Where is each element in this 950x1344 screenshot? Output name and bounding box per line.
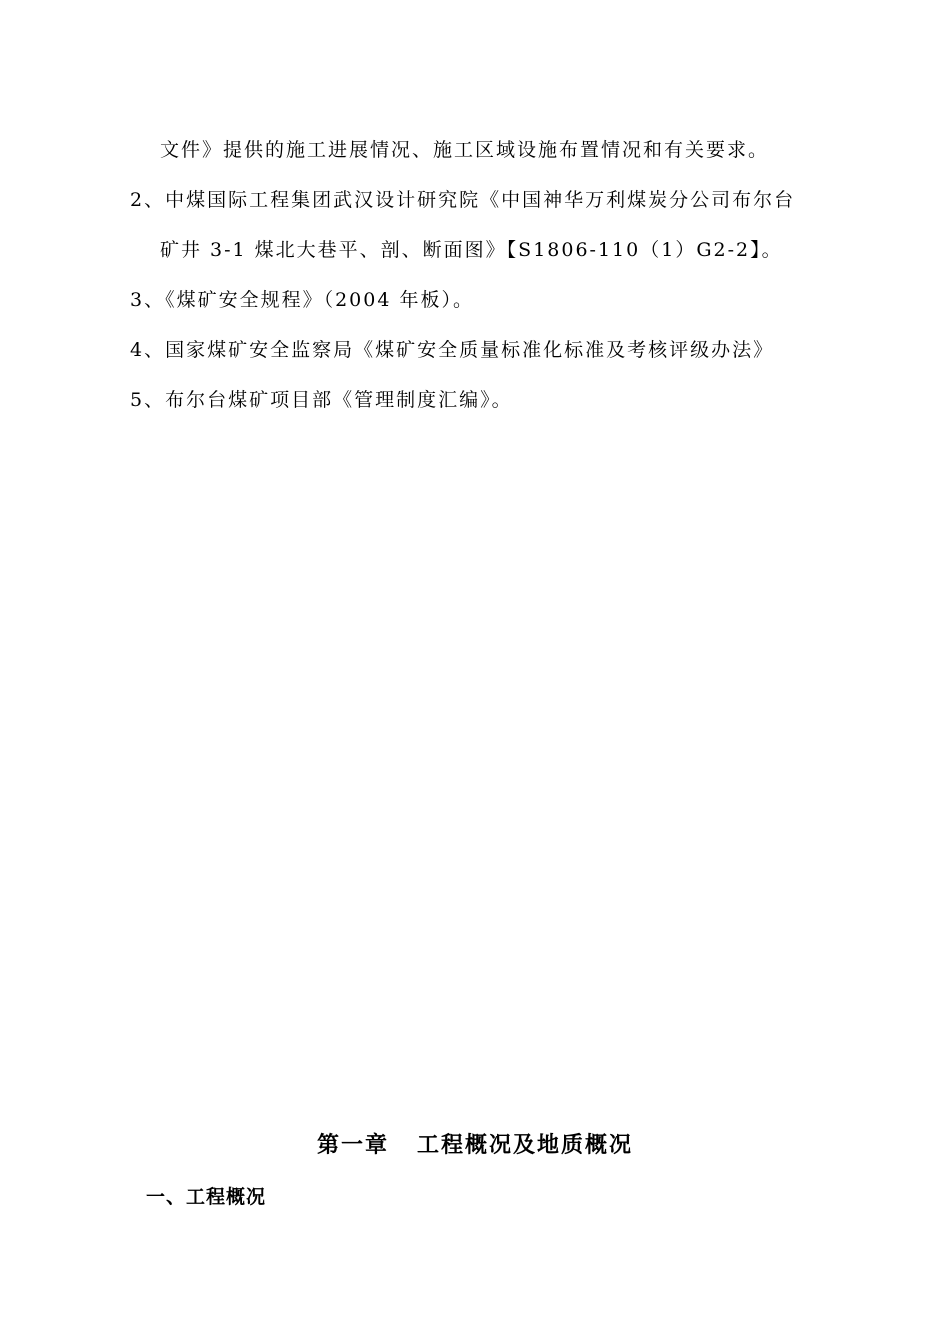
reference-line-continuation: 文件》提供的施工进展情况、施工区域设施布置情况和有关要求。 xyxy=(160,139,770,161)
chapter-number: 第一章 xyxy=(316,1132,389,1158)
chapter-title: 工程概况及地质概况 xyxy=(417,1132,634,1158)
reference-item-5: 5、布尔台煤矿项目部《管理制度汇编》。 xyxy=(130,389,513,411)
section-heading: 一、工程概况 xyxy=(146,1186,267,1208)
reference-item-4: 4、国家煤矿安全监察局《煤矿安全质量标准化标准及考核评级办法》 xyxy=(130,339,775,361)
reference-item-2-continuation: 矿井 3-1 煤北大巷平、剖、断面图》【S1806-110（1）G2-2】。 xyxy=(160,239,783,261)
reference-item-3: 3、《煤矿安全规程》（2004 年板）。 xyxy=(130,289,474,311)
chapter-heading xyxy=(0,1130,950,1160)
reference-item-2: 2、中煤国际工程集团武汉设计研究院《中国神华万利煤炭分公司布尔台 xyxy=(130,189,796,211)
